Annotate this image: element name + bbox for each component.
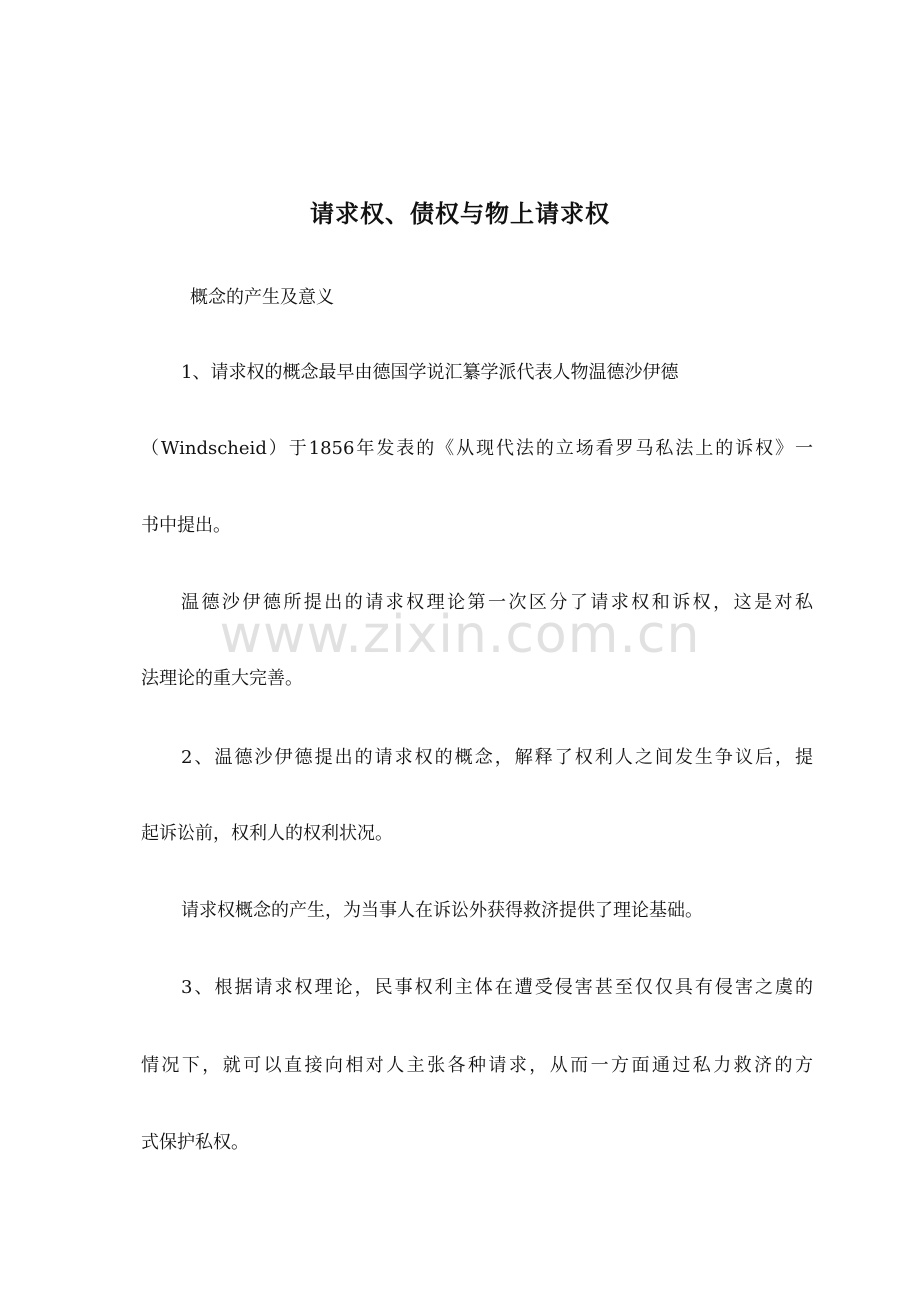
document-title: 请求权、债权与物上请求权 [310, 200, 610, 228]
section-subheading: 概念的产生及意义 [190, 287, 334, 308]
watermark: www.zixin.com.cn [219, 605, 701, 665]
paragraph-2-line-2: 法理论的重大完善。 [141, 668, 303, 689]
paragraph-3-line-2: 起诉讼前，权利人的权利状况。 [141, 823, 393, 844]
paragraph-2-line-1: 温德沙伊德所提出的请求权理论第一次区分了请求权和诉权，这是对私 [181, 592, 813, 613]
paragraph-3-line-1: 2、温德沙伊德提出的请求权的概念，解释了权利人之间发生争议后，提 [181, 747, 813, 768]
paragraph-1-line-2: （Windscheid）于1856年发表的《从现代法的立场看罗马私法上的诉权》一 [141, 438, 813, 459]
paragraph-4-line-1: 请求权概念的产生，为当事人在诉讼外获得救济提供了理论基础。 [181, 900, 703, 921]
paragraph-1-line-1: 1、请求权的概念最早由德国学说汇纂学派代表人物温德沙伊德 [181, 362, 679, 383]
paragraph-5-line-2: 情况下，就可以直接向相对人主张各种请求，从而一方面通过私力救济的方 [141, 1055, 813, 1076]
paragraph-5-line-1: 3、根据请求权理论，民事权利主体在遭受侵害甚至仅仅具有侵害之虞的 [181, 977, 813, 998]
paragraph-5-line-3: 式保护私权。 [141, 1132, 249, 1153]
paragraph-1-line-3: 书中提出。 [141, 515, 231, 536]
